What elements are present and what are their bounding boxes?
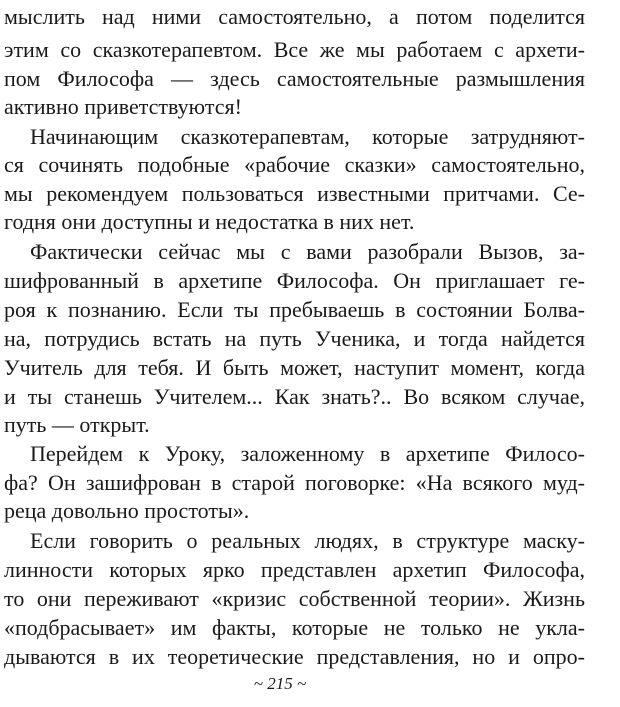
text-line: ся сочинять подобные «рабочие сказки» самостоятельно, [4,152,585,177]
text-line: мыслить над ними самостоятельно, а потом поделится [4,4,585,29]
text-line: реца довольно простоты». [4,498,250,523]
text-line: дываются в их теоретические представления, но и опро- [4,644,585,669]
text-line: Начинающим сказкотерапевтам, которые затрудняют- [30,124,585,149]
text-line: то они переживают «кризис собственной теории». Жизнь [4,586,585,611]
text-line: роя к познанию. Если ты пребываешь в состоянии Болва- [4,297,585,322]
text-line: активно приветствуются! [4,94,242,119]
text-line: Учитель для тебя. И быть может, наступит момент, когда [4,355,585,380]
text-line: годня они доступны и недостатка в них нет. [4,209,415,234]
text-line: путь — открыт. [4,412,150,437]
text-line: и ты станешь Учителем... Как знать?.. Во всяком случае, [4,384,585,409]
text-line: Перейдем к Уроку, заложенному в архетипе Филосо- [30,441,585,466]
text-line: на, потрудись встать на путь Ученика, и тогда найдется [4,326,585,351]
text-line: этим со сказкотерапевтом. Все же мы работаем с архети- [4,37,585,62]
text-line: пом Философа — здесь самостоятельные размышления [4,66,585,91]
text-line: Фактически сейчас мы с вами разобрали Вызов, за- [30,239,585,264]
text-line: мы рекомендуем пользоваться известными притчами. Се- [4,181,585,206]
text-line: линности которых ярко представлен архетип Философа, [4,557,585,582]
text-line: «подбрасывает» им факты, которые не только не укла- [4,615,585,640]
text-line: фа? Он зашифрован в старой поговорке: «На всякого муд- [4,470,585,495]
text-line: шифрованный в архетипе Философа. Он приглашает ге- [4,268,585,293]
text-line: Если говорить о реальных людях, в структуре маску- [30,528,585,553]
page-number: ~ 215 ~ [253,674,307,693]
